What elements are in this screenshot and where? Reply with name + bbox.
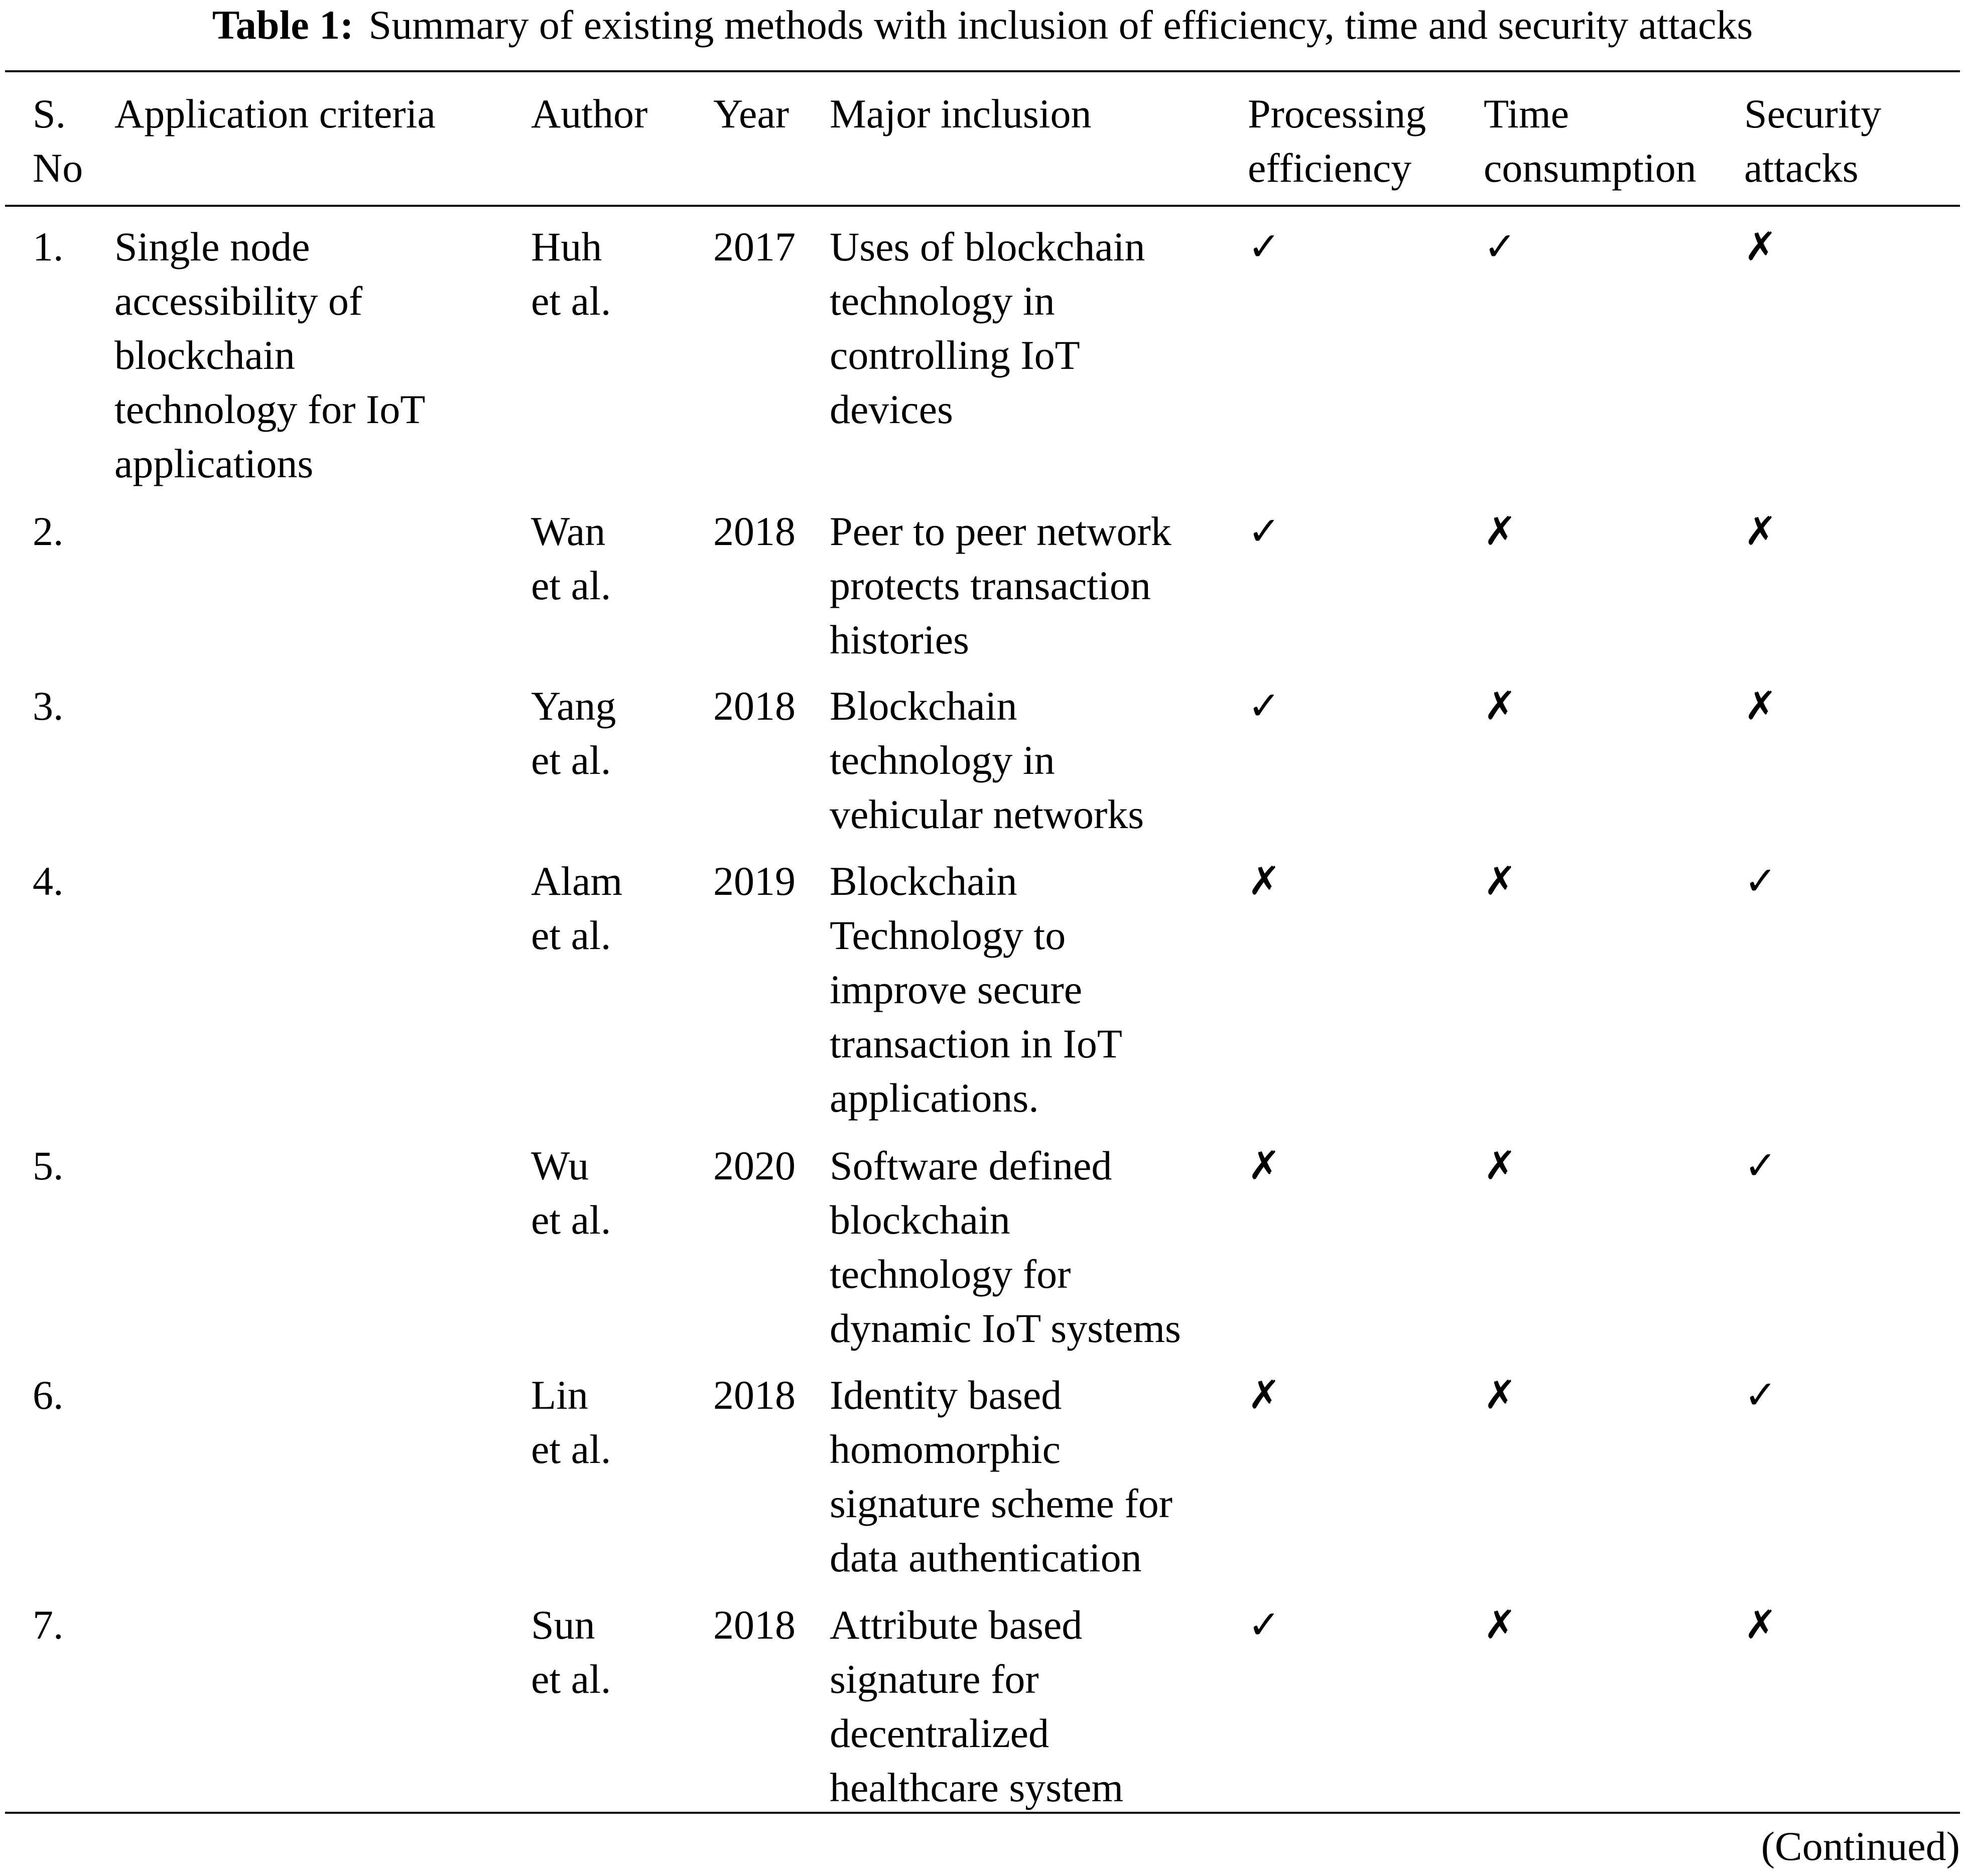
cross-mark-icon: ✗ bbox=[1484, 1373, 1517, 1418]
author-line: et al. bbox=[531, 1197, 611, 1243]
row-year: 2018 bbox=[713, 1602, 796, 1648]
row-sno: 4. bbox=[33, 858, 64, 904]
major-inclusion-line: dynamic IoT systems bbox=[830, 1305, 1181, 1351]
major-inclusion-line: improve secure bbox=[830, 967, 1083, 1012]
header-processing-efficiency-line1: Processing bbox=[1248, 91, 1426, 137]
major-inclusion-line: transaction in IoT bbox=[830, 1021, 1122, 1066]
major-inclusion-line: healthcare system bbox=[830, 1765, 1124, 1810]
author-line: Lin bbox=[531, 1372, 588, 1418]
row-author bbox=[531, 679, 616, 787]
author-line: et al. bbox=[531, 912, 611, 958]
header-time-consumption bbox=[1484, 87, 1696, 195]
row-sno: 3. bbox=[33, 683, 64, 729]
cross-mark-icon: ✗ bbox=[1248, 1143, 1281, 1188]
row-author bbox=[531, 1368, 611, 1477]
major-inclusion-line: Uses of blockchain bbox=[830, 224, 1145, 270]
header-processing-efficiency bbox=[1248, 87, 1426, 195]
header-application-criteria bbox=[114, 87, 436, 141]
application-criteria-line: applications bbox=[114, 441, 314, 486]
major-inclusion-line: controlling IoT bbox=[830, 332, 1080, 378]
row-year: 2018 bbox=[713, 1372, 796, 1418]
row-author bbox=[531, 220, 611, 328]
continued-note: (Continued) bbox=[1761, 1823, 1960, 1869]
major-inclusion-line: Software defined bbox=[830, 1143, 1112, 1188]
row-sno: 7. bbox=[33, 1602, 64, 1648]
check-mark-icon: ✓ bbox=[1248, 684, 1281, 729]
application-criteria-line: Single node bbox=[114, 224, 310, 270]
row-author bbox=[531, 504, 611, 613]
header-rule bbox=[5, 205, 1960, 207]
major-inclusion-line: technology in bbox=[830, 278, 1055, 324]
row-major-inclusion bbox=[830, 854, 1122, 1125]
bottom-rule bbox=[5, 1812, 1960, 1814]
row-sno: 5. bbox=[33, 1143, 64, 1188]
application-criteria-line: accessibility of bbox=[114, 278, 363, 324]
cross-mark-icon: ✗ bbox=[1744, 224, 1777, 270]
major-inclusion-line: Attribute based bbox=[830, 1602, 1083, 1648]
row-sno: 1. bbox=[33, 224, 64, 270]
major-inclusion-line: technology for bbox=[830, 1251, 1071, 1297]
header-sno-line1: S. bbox=[33, 91, 66, 137]
row-major-inclusion bbox=[830, 220, 1145, 437]
major-inclusion-line: signature for bbox=[830, 1656, 1039, 1702]
major-inclusion-line: technology in bbox=[830, 737, 1055, 783]
major-inclusion-line: Peer to peer network bbox=[830, 508, 1171, 554]
major-inclusion-line: decentralized bbox=[830, 1710, 1050, 1756]
header-application-criteria-line1: Application criteria bbox=[114, 91, 436, 137]
check-mark-icon: ✓ bbox=[1744, 1373, 1777, 1418]
header-year-line1: Year bbox=[713, 91, 790, 137]
author-line: et al. bbox=[531, 278, 611, 324]
major-inclusion-line: Identity based bbox=[830, 1372, 1062, 1418]
major-inclusion-line: Technology to bbox=[830, 912, 1066, 958]
author-line: et al. bbox=[531, 1426, 611, 1472]
row-author bbox=[531, 1598, 611, 1706]
author-line: Alam bbox=[531, 858, 623, 904]
header-sno-line2: No bbox=[33, 145, 83, 191]
header-sno bbox=[33, 87, 83, 195]
header-time-consumption-line1: Time bbox=[1484, 91, 1569, 137]
table-caption-label: Table 1: bbox=[212, 2, 354, 48]
check-mark-icon: ✓ bbox=[1484, 224, 1517, 270]
check-mark-icon: ✓ bbox=[1744, 859, 1777, 904]
author-line: et al. bbox=[531, 737, 611, 783]
row-major-inclusion bbox=[830, 679, 1144, 842]
header-security-attacks bbox=[1744, 87, 1881, 195]
major-inclusion-line: Blockchain bbox=[830, 858, 1017, 904]
header-author bbox=[531, 87, 647, 141]
row-year: 2017 bbox=[713, 224, 796, 270]
major-inclusion-line: vehicular networks bbox=[830, 791, 1144, 837]
check-mark-icon: ✓ bbox=[1248, 509, 1281, 554]
top-rule bbox=[5, 70, 1960, 72]
row-major-inclusion bbox=[830, 1139, 1181, 1356]
cross-mark-icon: ✗ bbox=[1484, 509, 1517, 554]
row-year: 2018 bbox=[713, 508, 796, 554]
row-major-inclusion bbox=[830, 504, 1171, 667]
table-caption bbox=[0, 0, 1965, 50]
header-security-attacks-line2: attacks bbox=[1744, 145, 1859, 191]
header-time-consumption-line2: consumption bbox=[1484, 145, 1696, 191]
header-major-inclusion bbox=[830, 87, 1092, 141]
cross-mark-icon: ✗ bbox=[1484, 1602, 1517, 1648]
major-inclusion-line: data authentication bbox=[830, 1535, 1142, 1580]
cross-mark-icon: ✗ bbox=[1484, 859, 1517, 904]
header-year bbox=[713, 87, 789, 141]
major-inclusion-line: homomorphic bbox=[830, 1426, 1061, 1472]
check-mark-icon: ✓ bbox=[1744, 1143, 1777, 1188]
author-line: Huh bbox=[531, 224, 602, 270]
row-author bbox=[531, 854, 622, 963]
header-processing-efficiency-line2: efficiency bbox=[1248, 145, 1412, 191]
major-inclusion-line: signature scheme for bbox=[830, 1481, 1173, 1526]
author-line: et al. bbox=[531, 563, 611, 608]
table-caption-text: Summary of existing methods with inclusion of efficiency, time and security attacks bbox=[368, 2, 1753, 48]
author-line: Yang bbox=[531, 683, 616, 729]
application-criteria-line: blockchain bbox=[114, 332, 295, 378]
cross-mark-icon: ✗ bbox=[1744, 684, 1777, 729]
cross-mark-icon: ✗ bbox=[1248, 1373, 1281, 1418]
application-criteria-line: technology for IoT bbox=[114, 386, 426, 432]
cross-mark-icon: ✗ bbox=[1484, 1143, 1517, 1188]
row-year: 2019 bbox=[713, 858, 796, 904]
row-year: 2020 bbox=[713, 1143, 796, 1188]
row-major-inclusion bbox=[830, 1598, 1123, 1815]
author-line: Wan bbox=[531, 508, 606, 554]
major-inclusion-line: blockchain bbox=[830, 1197, 1010, 1243]
major-inclusion-line: protects transaction bbox=[830, 563, 1151, 608]
major-inclusion-line: devices bbox=[830, 386, 953, 432]
row-author bbox=[531, 1139, 611, 1247]
row-sno: 2. bbox=[33, 508, 64, 554]
author-line: Wu bbox=[531, 1143, 589, 1188]
cross-mark-icon: ✗ bbox=[1248, 859, 1281, 904]
major-inclusion-line: applications. bbox=[830, 1075, 1039, 1121]
author-line: Sun bbox=[531, 1602, 595, 1648]
row-year: 2018 bbox=[713, 683, 796, 729]
check-mark-icon: ✓ bbox=[1248, 224, 1281, 270]
check-mark-icon: ✓ bbox=[1248, 1602, 1281, 1648]
header-author-line1: Author bbox=[531, 91, 648, 137]
major-inclusion-line: histories bbox=[830, 617, 969, 662]
cross-mark-icon: ✗ bbox=[1744, 509, 1777, 554]
row-major-inclusion bbox=[830, 1368, 1172, 1585]
header-major-inclusion-line1: Major inclusion bbox=[830, 91, 1092, 137]
author-line: et al. bbox=[531, 1656, 611, 1702]
header-security-attacks-line1: Security bbox=[1744, 91, 1882, 137]
major-inclusion-line: Blockchain bbox=[830, 683, 1017, 729]
cross-mark-icon: ✗ bbox=[1744, 1602, 1777, 1648]
row-application-criteria bbox=[114, 220, 425, 491]
cross-mark-icon: ✗ bbox=[1484, 684, 1517, 729]
row-sno: 6. bbox=[33, 1372, 64, 1418]
